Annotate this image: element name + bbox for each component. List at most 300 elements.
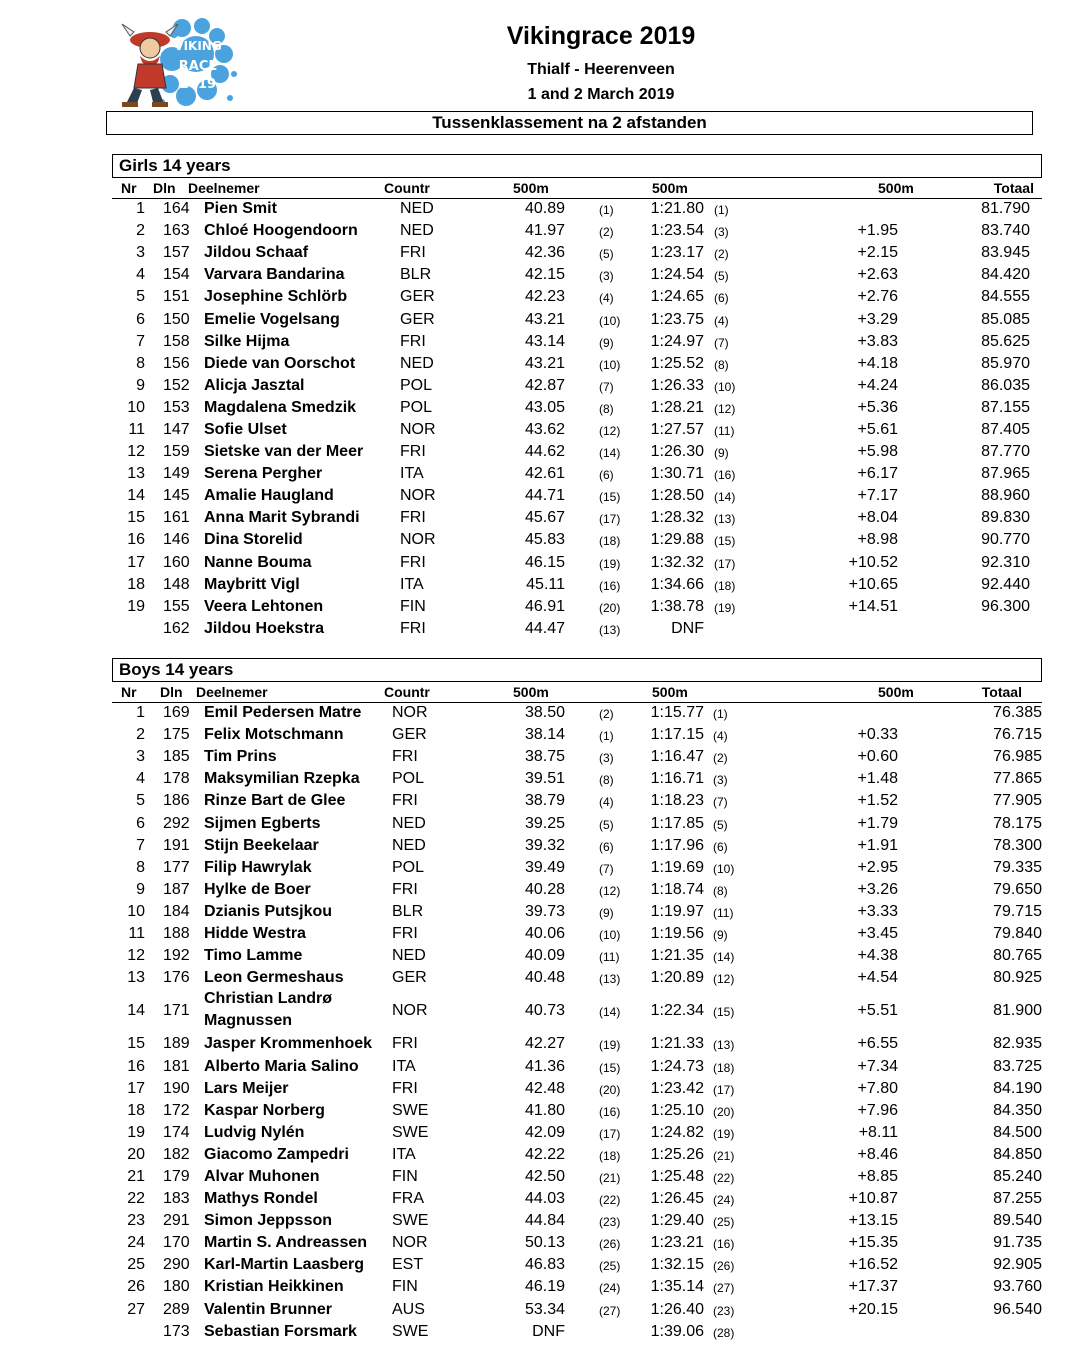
country-cell: FRI <box>392 792 418 810</box>
col-header-gap: 500m <box>878 684 914 700</box>
gap-cell: +2.95 <box>857 858 898 876</box>
time-500m-2-cell: 1:26.33 <box>650 376 704 394</box>
rank-cell: 2 <box>136 726 145 744</box>
bib-number-cell: 184 <box>163 902 190 920</box>
gap-cell: +3.33 <box>857 902 898 920</box>
rank-500m-2-cell: (14) <box>714 490 736 505</box>
total-points-cell: 77.865 <box>993 770 1042 788</box>
total-points-cell: 87.965 <box>981 465 1030 483</box>
participant-name-cell: Varvara Bandarina <box>204 266 345 284</box>
gap-cell: +8.85 <box>857 1168 898 1186</box>
participant-name-cell: Giacomo Zampedri <box>204 1145 349 1163</box>
time-500m-1-cell: 42.22 <box>524 1145 565 1163</box>
gap-cell: +7.80 <box>857 1079 898 1097</box>
table-row <box>112 1277 1042 1299</box>
svg-text:VIKING: VIKING <box>174 39 222 53</box>
total-points-cell: 90.770 <box>981 531 1030 549</box>
rank-cell: 6 <box>136 814 145 832</box>
rank-cell: 17 <box>127 553 145 571</box>
table-row <box>112 1079 1042 1101</box>
gap-cell: +2.15 <box>857 244 898 262</box>
rank-500m-2-cell: (14) <box>713 950 735 965</box>
participant-name-cell: Hylke de Boer <box>204 880 311 898</box>
rank-cell: 15 <box>127 509 145 527</box>
country-cell: FRI <box>392 1035 418 1053</box>
venue-text: Thialf - Heerenveen <box>527 61 675 78</box>
country-cell: BLR <box>392 902 424 920</box>
time-500m-2-cell: 1:16.47 <box>650 748 704 766</box>
country-cell: NOR <box>392 1002 428 1020</box>
country-cell: FRI <box>400 619 426 637</box>
time-500m-1-cell: 42.87 <box>524 376 565 394</box>
table-row <box>112 376 1042 398</box>
country-cell: NED <box>392 947 426 965</box>
table-row <box>112 1101 1042 1123</box>
rank-500m-1-cell: (6) <box>599 839 614 854</box>
rank-500m-1-cell: (12) <box>599 423 621 438</box>
time-500m-1-cell: 41.80 <box>524 1101 565 1119</box>
participant-name-cell: Tim Prins <box>204 748 277 766</box>
participant-name-cell: Mathys Rondel <box>204 1190 318 1208</box>
rank-500m-2-cell: (18) <box>714 578 736 593</box>
bib-number-cell: 180 <box>163 1278 190 1296</box>
time-500m-1-cell: 42.61 <box>524 465 565 483</box>
table-row <box>112 1057 1042 1079</box>
table-row <box>112 464 1042 486</box>
time-500m-1-cell: DNF <box>532 1322 565 1340</box>
gap-cell: +6.55 <box>857 1035 898 1053</box>
table-row <box>112 836 1042 858</box>
total-points-cell: 84.500 <box>993 1123 1042 1141</box>
table-row <box>112 703 1042 725</box>
total-points-cell: 92.310 <box>981 553 1030 571</box>
rank-cell: 11 <box>128 420 145 438</box>
table-row <box>112 791 1042 813</box>
gap-cell: +2.76 <box>857 288 898 306</box>
time-500m-2-cell: 1:24.82 <box>650 1123 704 1141</box>
table-row <box>112 575 1042 597</box>
time-500m-1-cell: 46.15 <box>524 553 565 571</box>
rank-500m-1-cell: (1) <box>599 203 614 218</box>
country-cell: NOR <box>392 1234 428 1252</box>
rank-cell: 27 <box>127 1300 145 1318</box>
country-cell: FIN <box>392 1168 418 1186</box>
participant-name-cell: Maybritt Vigl <box>204 575 300 593</box>
gap-cell: +3.45 <box>857 924 898 942</box>
rank-500m-1-cell: (7) <box>599 861 614 876</box>
gap-cell: +7.17 <box>857 487 898 505</box>
country-cell: NOR <box>400 531 436 549</box>
country-cell: NED <box>392 836 426 854</box>
bib-number-cell: 158 <box>163 332 190 350</box>
bib-number-cell: 174 <box>163 1123 190 1141</box>
table-row <box>112 442 1042 464</box>
total-points-cell: 83.725 <box>993 1057 1042 1075</box>
bib-number-cell: 190 <box>163 1079 190 1097</box>
table-row <box>112 309 1042 331</box>
time-500m-1-cell: 45.83 <box>524 531 565 549</box>
bib-number-cell: 176 <box>163 969 190 987</box>
time-500m-2-cell: 1:25.48 <box>650 1168 704 1186</box>
participant-name-cell: Pien Smit <box>204 200 277 218</box>
rank-500m-1-cell: (9) <box>599 335 614 350</box>
total-points-cell: 87.405 <box>981 420 1030 438</box>
gap-cell: +7.34 <box>857 1057 898 1075</box>
total-points-cell: 79.840 <box>993 924 1042 942</box>
time-500m-2-cell: 1:23.17 <box>650 244 704 262</box>
rank-cell: 3 <box>136 244 145 262</box>
bib-number-cell: 183 <box>163 1190 190 1208</box>
time-500m-1-cell: 40.48 <box>524 969 565 987</box>
country-cell: POL <box>392 770 425 788</box>
col-header-dist2: 500m <box>652 180 688 196</box>
table-row <box>112 1300 1042 1322</box>
total-points-cell: 83.740 <box>981 222 1030 240</box>
rank-500m-2-cell: (17) <box>714 556 736 571</box>
rank-500m-2-cell: (4) <box>714 313 729 328</box>
time-500m-1-cell: 41.36 <box>524 1057 565 1075</box>
participant-name-cell: Sijmen Egberts <box>204 814 321 832</box>
rank-cell: 9 <box>136 880 145 898</box>
country-cell: NOR <box>392 704 428 722</box>
time-500m-1-cell: 45.11 <box>526 575 565 593</box>
participant-name-cell: Dzianis Putsjkou <box>204 902 333 920</box>
time-500m-1-cell: 46.19 <box>524 1278 565 1296</box>
rank-cell: 10 <box>127 902 145 920</box>
rank-500m-2-cell: (1) <box>714 203 729 218</box>
rank-cell: 16 <box>127 531 145 549</box>
participant-name-cell: Chloé Hoogendoorn <box>204 222 358 240</box>
rank-500m-1-cell: (2) <box>599 225 614 240</box>
time-500m-1-cell: 44.62 <box>524 443 565 461</box>
gap-cell: +3.83 <box>857 332 898 350</box>
rank-500m-2-cell: (5) <box>714 269 729 284</box>
participant-name-cell: Veera Lehtonen <box>204 597 324 615</box>
rank-500m-2-cell: (8) <box>714 357 729 372</box>
participant-name-cell: Leon Germeshaus <box>204 969 344 987</box>
gap-cell: +1.95 <box>857 222 898 240</box>
rank-500m-2-cell: (12) <box>713 972 735 987</box>
table-row <box>112 1167 1042 1189</box>
rank-cell: 18 <box>127 575 145 593</box>
gap-cell: +1.79 <box>857 814 898 832</box>
total-points-cell: 79.335 <box>993 858 1042 876</box>
gap-cell: +15.35 <box>848 1234 898 1252</box>
bib-number-cell: 172 <box>163 1101 190 1119</box>
time-500m-1-cell: 39.51 <box>524 770 565 788</box>
time-500m-2-cell: 1:25.10 <box>650 1101 704 1119</box>
bib-number-cell: 151 <box>163 288 190 306</box>
participant-name-cell: Jildou Hoekstra <box>204 619 325 637</box>
time-500m-2-cell: 1:18.74 <box>650 880 704 898</box>
bib-number-cell: 159 <box>163 443 190 461</box>
rank-cell: 12 <box>127 947 145 965</box>
rank-500m-2-cell: (8) <box>713 883 728 898</box>
time-500m-1-cell: 40.89 <box>524 200 565 218</box>
country-cell: SWE <box>392 1322 429 1340</box>
country-cell: FRI <box>400 509 426 527</box>
time-500m-1-cell: 46.83 <box>524 1256 565 1274</box>
total-points-cell: 91.735 <box>993 1234 1042 1252</box>
table-row <box>112 486 1042 508</box>
time-500m-2-cell: 1:24.54 <box>650 266 704 284</box>
time-500m-2-cell: 1:23.42 <box>650 1079 704 1097</box>
rank-cell: 13 <box>127 969 145 987</box>
gap-cell: +1.52 <box>857 792 898 810</box>
time-500m-1-cell: 44.03 <box>524 1190 565 1208</box>
bib-number-cell: 192 <box>163 947 190 965</box>
bib-number-cell: 171 <box>163 1002 190 1020</box>
total-points-cell: 96.300 <box>981 597 1030 615</box>
rank-500m-1-cell: (26) <box>599 1237 621 1252</box>
time-500m-2-cell: 1:26.45 <box>650 1190 704 1208</box>
country-cell: FRI <box>400 244 426 262</box>
rank-500m-2-cell: (16) <box>714 468 736 483</box>
time-500m-2-cell: 1:19.56 <box>650 924 704 942</box>
rank-500m-2-cell: (1) <box>713 707 728 722</box>
bib-number-cell: 173 <box>163 1322 190 1340</box>
rank-cell: 12 <box>127 443 145 461</box>
participant-name-cell: Serena Pergher <box>204 465 323 483</box>
table-row <box>112 924 1042 946</box>
gap-cell: +8.11 <box>858 1123 898 1141</box>
total-points-cell: 78.175 <box>993 814 1042 832</box>
country-cell: FRI <box>392 1079 418 1097</box>
participant-name-cell: Timo Lamme <box>204 947 303 965</box>
total-points-cell: 80.925 <box>993 969 1042 987</box>
participant-name-cell: Ludvig Nylén <box>204 1123 305 1141</box>
gap-cell: +5.98 <box>857 443 898 461</box>
rank-500m-1-cell: (19) <box>599 556 621 571</box>
col-header-nr: Nr <box>121 684 137 700</box>
rank-500m-1-cell: (20) <box>599 1082 621 1097</box>
bib-number-cell: 185 <box>163 748 190 766</box>
rank-500m-2-cell: (10) <box>714 379 736 394</box>
rank-500m-1-cell: (4) <box>599 795 614 810</box>
rank-500m-1-cell: (18) <box>599 534 621 549</box>
bib-number-cell: 178 <box>163 770 190 788</box>
rank-500m-1-cell: (25) <box>599 1259 621 1274</box>
time-500m-1-cell: 40.73 <box>524 1002 565 1020</box>
rank-500m-1-cell: (11) <box>599 950 620 965</box>
rank-500m-2-cell: (11) <box>713 905 734 920</box>
bib-number-cell: 182 <box>163 1145 190 1163</box>
rank-500m-1-cell: (10) <box>599 927 621 942</box>
rank-500m-2-cell: (12) <box>714 401 736 416</box>
participant-name-cell: Alicja Jasztal <box>204 376 305 394</box>
total-points-cell: 93.760 <box>993 1278 1042 1296</box>
time-500m-2-cell: 1:35.14 <box>650 1278 704 1296</box>
time-500m-2-cell: 1:17.15 <box>650 726 704 744</box>
country-cell: FRA <box>392 1190 424 1208</box>
country-cell: GER <box>400 310 435 328</box>
time-500m-2-cell: 1:15.77 <box>650 704 704 722</box>
total-points-cell: 89.830 <box>981 509 1030 527</box>
time-500m-1-cell: 40.09 <box>524 947 565 965</box>
bib-number-cell: 187 <box>163 880 190 898</box>
country-cell: GER <box>392 726 427 744</box>
rank-500m-2-cell: (26) <box>713 1259 735 1274</box>
bib-number-cell: 160 <box>163 553 190 571</box>
time-500m-1-cell: 44.84 <box>524 1212 565 1230</box>
rank-500m-2-cell: (2) <box>714 247 729 262</box>
rank-500m-1-cell: (9) <box>599 905 614 920</box>
col-header-country: Countr <box>384 180 430 196</box>
rank-cell: 19 <box>127 1123 145 1141</box>
bib-number-cell: 164 <box>163 200 190 218</box>
rank-cell: 13 <box>127 465 145 483</box>
time-500m-2-cell: 1:26.30 <box>650 443 704 461</box>
time-500m-2-cell: 1:25.52 <box>650 354 704 372</box>
rank-500m-1-cell: (14) <box>599 1005 621 1020</box>
participant-name-cell: Anna Marit Sybrandi <box>204 509 360 527</box>
time-500m-1-cell: 38.79 <box>524 792 565 810</box>
participant-name-cell: Hidde Westra <box>204 924 306 942</box>
rank-cell: 26 <box>127 1278 145 1296</box>
table-row <box>112 287 1042 309</box>
time-500m-1-cell: 45.67 <box>524 509 565 527</box>
rank-cell: 10 <box>127 398 145 416</box>
country-cell: GER <box>400 288 435 306</box>
time-500m-1-cell: 42.09 <box>524 1123 565 1141</box>
rank-500m-1-cell: (16) <box>599 578 621 593</box>
time-500m-2-cell: 1:24.65 <box>650 288 704 306</box>
country-cell: NOR <box>400 420 436 438</box>
bib-number-cell: 169 <box>163 704 190 722</box>
rank-cell: 18 <box>127 1101 145 1119</box>
rank-cell: 14 <box>127 487 145 505</box>
time-500m-1-cell: 39.25 <box>524 814 565 832</box>
bib-number-cell: 177 <box>163 858 190 876</box>
rank-cell: 22 <box>127 1190 145 1208</box>
total-points-cell: 89.540 <box>993 1212 1042 1230</box>
rank-cell: 4 <box>136 266 145 284</box>
total-points-cell: 96.540 <box>993 1300 1042 1318</box>
gap-cell: +5.36 <box>857 398 898 416</box>
time-500m-2-cell: 1:21.35 <box>650 947 704 965</box>
rank-cell: 1 <box>136 200 145 218</box>
time-500m-1-cell: 50.13 <box>524 1234 565 1252</box>
gap-cell: +2.63 <box>857 266 898 284</box>
gap-cell: +10.52 <box>848 553 898 571</box>
participant-name-cell: Jasper Krommenhoek <box>204 1035 373 1053</box>
time-500m-2-cell: 1:19.97 <box>650 902 704 920</box>
country-cell: POL <box>400 398 433 416</box>
country-cell: FIN <box>400 597 426 615</box>
total-points-cell: 84.190 <box>993 1079 1042 1097</box>
col-header-nr: Nr <box>121 180 137 196</box>
rank-500m-2-cell: (20) <box>713 1104 735 1119</box>
rank-500m-2-cell: (25) <box>713 1215 735 1230</box>
rank-500m-1-cell: (19) <box>599 1038 621 1053</box>
rank-500m-2-cell: (22) <box>713 1171 735 1186</box>
bib-number-cell: 181 <box>163 1057 190 1075</box>
time-500m-1-cell: 43.21 <box>524 310 565 328</box>
participant-name-cell: Valentin Brunner <box>204 1300 333 1318</box>
svg-text:2019: 2019 <box>179 77 217 92</box>
time-500m-1-cell: 42.15 <box>524 266 565 284</box>
bib-number-cell: 153 <box>163 398 190 416</box>
table-row <box>112 398 1042 420</box>
total-points-cell: 84.555 <box>981 288 1030 306</box>
table-row <box>112 1255 1042 1277</box>
time-500m-2-cell: 1:23.21 <box>650 1234 704 1252</box>
country-cell: NED <box>400 200 434 218</box>
rank-500m-2-cell: (19) <box>713 1126 735 1141</box>
time-500m-2-cell: 1:28.32 <box>650 509 704 527</box>
participant-name-cell: Filip Hawrylak <box>204 858 312 876</box>
rank-cell: 16 <box>127 1057 145 1075</box>
rank-cell: 2 <box>136 222 145 240</box>
bib-number-cell: 146 <box>163 531 190 549</box>
rank-500m-1-cell: (8) <box>599 401 614 416</box>
rank-500m-2-cell: (11) <box>714 423 735 438</box>
bib-number-cell: 175 <box>163 726 190 744</box>
total-points-cell: 84.350 <box>993 1101 1042 1119</box>
time-500m-2-cell: 1:32.15 <box>650 1256 704 1274</box>
table-row <box>112 332 1042 354</box>
dates-text: 1 and 2 March 2019 <box>527 86 675 103</box>
participant-name-cell: Magdalena Smedzik <box>204 398 357 416</box>
rank-500m-1-cell: (18) <box>599 1148 621 1163</box>
rank-500m-2-cell: (19) <box>714 600 736 615</box>
gap-cell: +14.51 <box>848 597 898 615</box>
rank-500m-2-cell: (21) <box>713 1148 735 1163</box>
rank-500m-1-cell: (17) <box>599 512 621 527</box>
time-500m-2-cell: 1:25.26 <box>650 1145 704 1163</box>
rank-cell: 25 <box>127 1256 145 1274</box>
rank-cell: 4 <box>136 770 145 788</box>
total-points-cell: 85.970 <box>981 354 1030 372</box>
country-cell: SWE <box>392 1123 429 1141</box>
gap-cell: +5.61 <box>857 420 898 438</box>
participant-name-cell: Jildou Schaaf <box>204 244 309 262</box>
time-500m-1-cell: 42.27 <box>524 1035 565 1053</box>
table-row <box>112 725 1042 747</box>
rank-500m-2-cell: (16) <box>713 1237 735 1252</box>
total-points-cell: 88.960 <box>981 487 1030 505</box>
bib-number-cell: 154 <box>163 266 190 284</box>
gap-cell: +8.46 <box>857 1145 898 1163</box>
svg-text:RACE: RACE <box>178 59 218 74</box>
rank-500m-1-cell: (22) <box>599 1193 621 1208</box>
rank-500m-1-cell: (14) <box>599 446 621 461</box>
country-cell: FRI <box>400 332 426 350</box>
participant-name-cell: Diede van Oorschot <box>204 354 356 372</box>
participant-name-cell: Amalie Haugland <box>204 487 334 505</box>
table-row <box>112 619 1042 641</box>
table-row <box>112 1233 1042 1255</box>
col-header-total: Totaal <box>993 180 1034 196</box>
total-points-cell: 76.985 <box>993 748 1042 766</box>
rank-500m-2-cell: (7) <box>714 335 729 350</box>
participant-name-cell: Nanne Bouma <box>204 553 312 571</box>
gap-cell: +16.52 <box>848 1256 898 1274</box>
gap-cell: +5.51 <box>857 1002 898 1020</box>
rank-500m-2-cell: (10) <box>713 861 735 876</box>
total-points-cell: 84.420 <box>981 266 1030 284</box>
bib-number-cell: 188 <box>163 924 190 942</box>
bib-number-cell: 290 <box>163 1256 190 1274</box>
rank-500m-2-cell: (23) <box>713 1303 735 1318</box>
participant-name-cell: Sebastian Forsmark <box>204 1322 357 1340</box>
col-header-gap: 500m <box>878 180 914 196</box>
country-cell: NOR <box>400 487 436 505</box>
col-header-dln: Dln <box>153 180 176 196</box>
participant-name-cell: Emil Pedersen Matre <box>204 704 362 722</box>
time-500m-2-cell: 1:20.89 <box>650 969 704 987</box>
rank-cell: 7 <box>136 836 145 854</box>
